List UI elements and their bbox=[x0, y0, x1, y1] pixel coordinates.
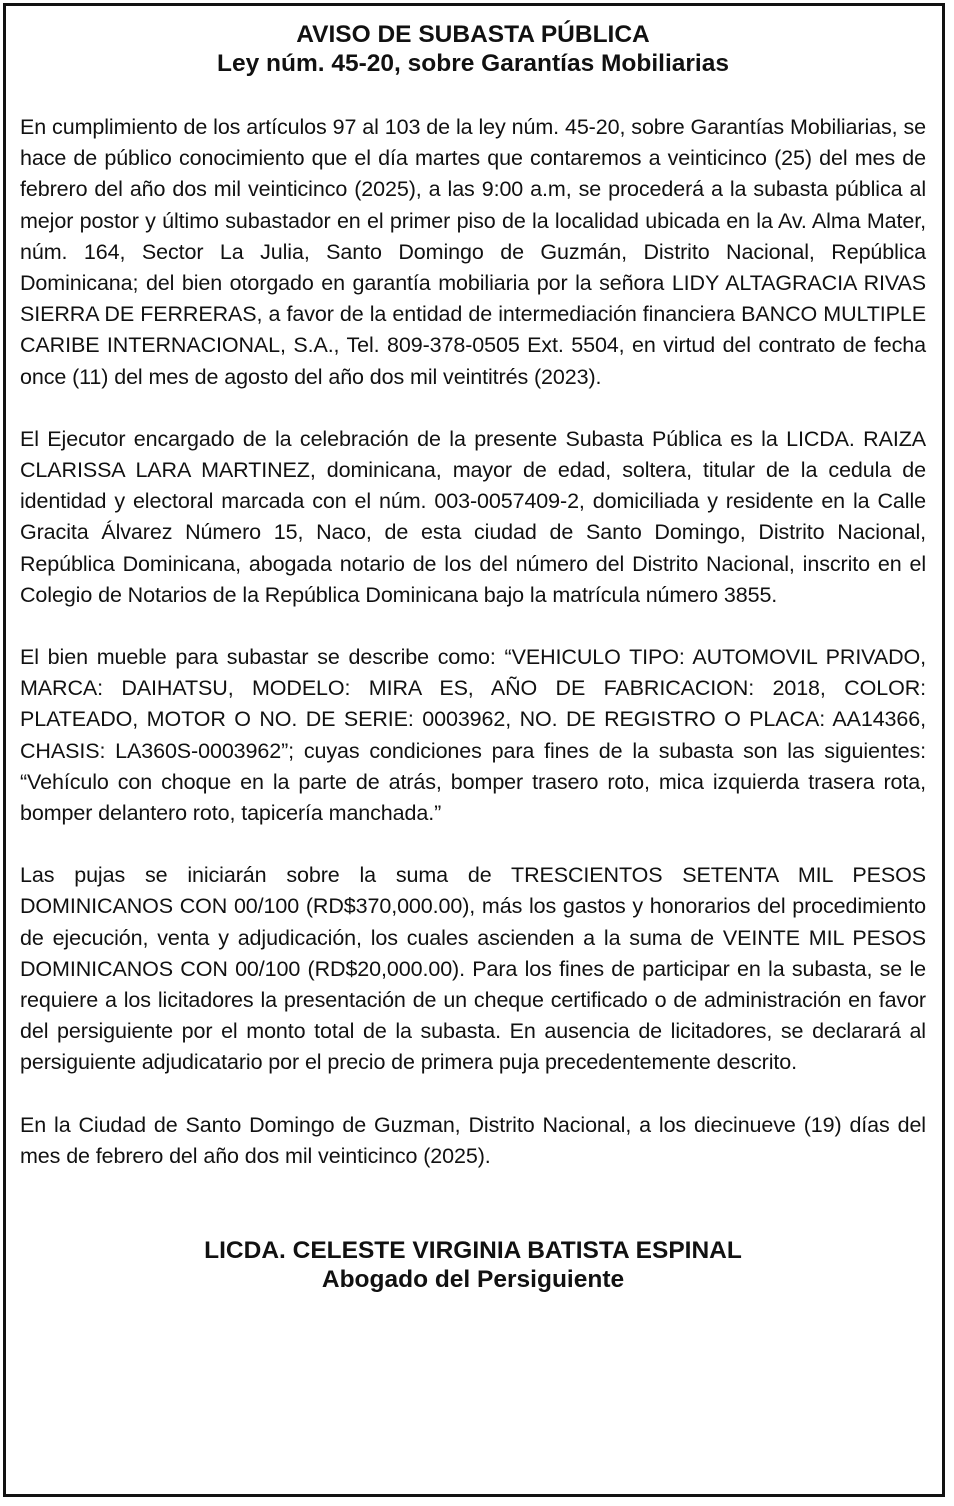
signature-block bbox=[20, 1236, 926, 1294]
notice-title: AVISO DE SUBASTA PÚBLICA bbox=[296, 21, 650, 48]
notice-header bbox=[20, 20, 926, 78]
notice-content bbox=[20, 20, 926, 1294]
signatory-role: Abogado del Persiguiente bbox=[321, 1266, 625, 1294]
notice-subtitle: Ley núm. 45-20, sobre Garantías Mobiliarias bbox=[217, 50, 729, 77]
paragraph-executor: El Ejecutor encargado de la celebración de la presente Subasta Pública es la LICDA. RAIZA CLARISSA LARA MARTINEZ, dominicana, mayor de edad, soltera, titular de la cedula de identidad y electoral marcada con el núm. 003-0057409-2, domiciliada y residente en la Calle Gracita Álvarez Número 15, Naco, de esta ciudad de Santo Domingo, Distrito Nacional, República Dominicana, abogada notario de los del número del Distrito Nacional, inscrito en el Colegio de Notarios de la República Dominicana bajo la matrícula número 3855. bbox=[20, 426, 926, 607]
paragraph-place-date: En la Ciudad de Santo Domingo de Guzman, Distrito Nacional, a los diecinueve (19) días del mes de febrero del año dos mil veinticinco (2025). bbox=[20, 1112, 926, 1168]
paragraph-bidding-terms: Las pujas se iniciarán sobre la suma de TRESCIENTOS SETENTA MIL PESOS DOMINICANOS CON 00/100 (RD$370,000.00), más los gastos y honorarios del procedimiento de ejecución, venta y adjudicación, los cuales ascienden a la suma de VEINTE MIL PESOS DOMINICANOS CON 00/100 (RD$20,000.00). Para los fines de participar en la subasta, se le requiere a los licitadores la presentación de un cheque certificado o de administración en favor del persiguiente por el monto total de la subasta. En ausencia de licitadores, se declarará al persiguiente adjudicatario por el precio de primera puja precedentemente descrito. bbox=[20, 863, 926, 1075]
signatory-name: LICDA. CELESTE VIRGINIA BATISTA ESPINAL bbox=[204, 1237, 742, 1265]
paragraph-auction-announcement: En cumplimiento de los artículos 97 al 103 de la ley núm. 45-20, sobre Garantías Mobiliarias, se hace de público conocimiento que el día martes que contaremos a veinticinco (25) del mes de febrero del año dos mil veinticinco (2025), a las 9:00 a.m, se procederá a la subasta pública al mejor postor y último subastador en el primer piso de la localidad ubicada en la Av. Alma Mater, núm. 164, Sector La Julia, Santo Domingo de Guzmán, Distrito Nacional, República Dominicana; del bien otorgado en garantía mobiliaria por la señora LIDY ALTAGRACIA RIVAS SIERRA DE FERRERAS, a favor de la entidad de intermediación financiera BANCO MULTIPLE CARIBE INTERNACIONAL, S.A., Tel. 809-378-0505 Ext. 5504, en virtud del contrato de fecha once (11) del mes de agosto del año dos mil veintitrés (2023). bbox=[20, 115, 926, 389]
paragraph-vehicle-description: El bien mueble para subastar se describe como: “VEHICULO TIPO: AUTOMOVIL PRIVADO, MARCA: DAIHATSU, MODELO: MIRA ES, AÑO DE FABRICACION: 2018, COLOR: PLATEADO, MOTOR O NO. DE SERIE: 0003962, NO. DE REGISTRO O PLACA: AA14366, CHASIS: LA360S-0003962”; cuyas condiciones para fines de la subasta son las siguientes: “Vehículo con choque en la parte de atrás, bomper trasero roto, mica izquierda trasera rota, bomper delantero roto, tapicería manchada.” bbox=[20, 645, 926, 826]
